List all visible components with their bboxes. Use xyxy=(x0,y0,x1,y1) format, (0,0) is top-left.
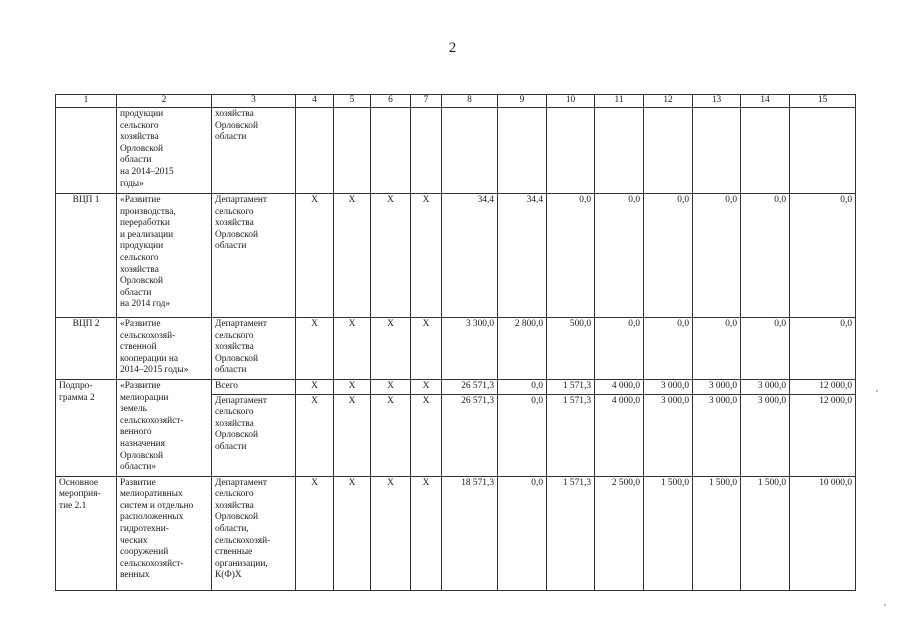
table-row xyxy=(56,318,856,380)
budget-table xyxy=(55,94,856,591)
program-name-cell: «Развитие сельскохозяй- ственной кооперации на 2014–2015 годы» xyxy=(117,318,212,380)
code-cell: X xyxy=(411,394,442,476)
code-cell: X xyxy=(411,380,442,395)
code-cell: X xyxy=(296,394,334,476)
column-header: 11 xyxy=(595,95,644,108)
amount-cell xyxy=(442,108,498,194)
amount-cell: 26 571,3 xyxy=(442,394,498,476)
code-cell: X xyxy=(334,194,371,318)
program-name-cell: «Развитие производства, переработки и реализации продукции сельского хозяйства Орловской области на 2014 год» xyxy=(117,194,212,318)
amount-cell: 4 000,0 xyxy=(595,380,644,395)
amount-cell xyxy=(790,108,856,194)
header-row xyxy=(56,95,856,108)
amount-cell: 3 000,0 xyxy=(693,394,741,476)
amount-cell: 0,0 xyxy=(595,194,644,318)
program-name-cell: «Развитие мелиорации земель сельскохозяйст- венного назначения Орловской области» xyxy=(117,380,212,477)
amount-cell: 3 000,0 xyxy=(741,394,790,476)
amount-cell xyxy=(644,108,693,194)
column-header: 6 xyxy=(371,95,411,108)
column-header: 5 xyxy=(334,95,371,108)
executor-cell: Департамент сельского хозяйства Орловской области, сельскохозяй- ственные организации, К(Ф)Х xyxy=(212,476,296,590)
program-status-cell: Основное мероприя- тие 2.1 xyxy=(56,476,117,590)
code-cell: X xyxy=(296,476,334,590)
program-status-cell: ВЦП 1 xyxy=(56,194,117,318)
column-header: 15 xyxy=(790,95,856,108)
code-cell: X xyxy=(334,476,371,590)
program-status-cell xyxy=(56,108,117,194)
amount-cell: 500,0 xyxy=(547,318,595,380)
amount-cell: 3 000,0 xyxy=(693,380,741,395)
amount-cell: 0,0 xyxy=(498,476,547,590)
program-status-cell: Подпро- грамма 2 xyxy=(56,380,117,477)
code-cell xyxy=(371,108,411,194)
code-cell: X xyxy=(371,194,411,318)
amount-cell xyxy=(498,108,547,194)
table-row xyxy=(56,108,856,194)
code-cell xyxy=(411,108,442,194)
page-number: 2 xyxy=(448,40,457,56)
code-cell xyxy=(296,108,334,194)
column-header: 7 xyxy=(411,95,442,108)
amount-cell: 18 571,3 xyxy=(442,476,498,590)
amount-cell: 1 571,3 xyxy=(547,476,595,590)
amount-cell: 12 000,0 xyxy=(790,394,856,476)
code-cell: X xyxy=(371,380,411,395)
column-header: 4 xyxy=(296,95,334,108)
column-header: 3 xyxy=(212,95,296,108)
executor-cell: Департамент сельского хозяйства Орловской области xyxy=(212,394,296,476)
amount-cell: 1 500,0 xyxy=(693,476,741,590)
amount-cell: 0,0 xyxy=(547,194,595,318)
program-name-cell: продукции сельского хозяйства Орловской области на 2014–2015 годы» xyxy=(117,108,212,194)
amount-cell: 0,0 xyxy=(693,318,741,380)
amount-cell: 3 000,0 xyxy=(741,380,790,395)
scan-speck xyxy=(876,390,878,392)
amount-cell: 0,0 xyxy=(644,318,693,380)
amount-cell: 0,0 xyxy=(741,194,790,318)
amount-cell: 0,0 xyxy=(498,394,547,476)
code-cell xyxy=(334,108,371,194)
amount-cell: 10 000,0 xyxy=(790,476,856,590)
code-cell: X xyxy=(334,394,371,476)
amount-cell: 1 500,0 xyxy=(644,476,693,590)
amount-cell: 3 000,0 xyxy=(644,380,693,395)
amount-cell: 0,0 xyxy=(790,318,856,380)
column-header: 9 xyxy=(498,95,547,108)
amount-cell: 3 300,0 xyxy=(442,318,498,380)
column-header: 12 xyxy=(644,95,693,108)
amount-cell: 2 500,0 xyxy=(595,476,644,590)
amount-cell: 26 571,3 xyxy=(442,380,498,395)
executor-cell: хозяйства Орловской области xyxy=(212,108,296,194)
amount-cell xyxy=(693,108,741,194)
amount-cell: 1 571,3 xyxy=(547,380,595,395)
column-header: 13 xyxy=(693,95,741,108)
table-row xyxy=(56,194,856,318)
code-cell: X xyxy=(411,318,442,380)
column-header: 14 xyxy=(741,95,790,108)
amount-cell: 0,0 xyxy=(595,318,644,380)
code-cell: X xyxy=(334,380,371,395)
amount-cell xyxy=(547,108,595,194)
amount-cell xyxy=(741,108,790,194)
code-cell: X xyxy=(411,194,442,318)
amount-cell: 0,0 xyxy=(644,194,693,318)
column-header: 1 xyxy=(56,95,117,108)
amount-cell: 2 800,0 xyxy=(498,318,547,380)
code-cell: X xyxy=(296,194,334,318)
column-header: 2 xyxy=(117,95,212,108)
executor-cell: Департамент сельского хозяйства Орловской области xyxy=(212,318,296,380)
amount-cell: 34,4 xyxy=(442,194,498,318)
code-cell: X xyxy=(296,318,334,380)
code-cell: X xyxy=(371,394,411,476)
amount-cell: 0,0 xyxy=(498,380,547,395)
program-name-cell: Развитие мелиоративных систем и отдельно расположенных гидротехни- ческих сооружений сельскохозяйст- венных xyxy=(117,476,212,590)
code-cell: X xyxy=(296,380,334,395)
code-cell: X xyxy=(334,318,371,380)
code-cell: X xyxy=(371,318,411,380)
table-row xyxy=(56,476,856,590)
program-status-cell: ВЦП 2 xyxy=(56,318,117,380)
executor-cell: Департамент сельского хозяйства Орловской области xyxy=(212,194,296,318)
column-header: 10 xyxy=(547,95,595,108)
amount-cell: 0,0 xyxy=(741,318,790,380)
scan-speck xyxy=(884,604,886,606)
executor-cell: Всего xyxy=(212,380,296,395)
amount-cell xyxy=(595,108,644,194)
amount-cell: 1 500,0 xyxy=(741,476,790,590)
amount-cell: 12 000,0 xyxy=(790,380,856,395)
amount-cell: 0,0 xyxy=(693,194,741,318)
amount-cell: 3 000,0 xyxy=(644,394,693,476)
amount-cell: 4 000,0 xyxy=(595,394,644,476)
amount-cell: 1 571,3 xyxy=(547,394,595,476)
amount-cell: 34,4 xyxy=(498,194,547,318)
code-cell: X xyxy=(411,476,442,590)
amount-cell: 0,0 xyxy=(790,194,856,318)
table-row xyxy=(56,380,856,395)
column-header: 8 xyxy=(442,95,498,108)
code-cell: X xyxy=(371,476,411,590)
